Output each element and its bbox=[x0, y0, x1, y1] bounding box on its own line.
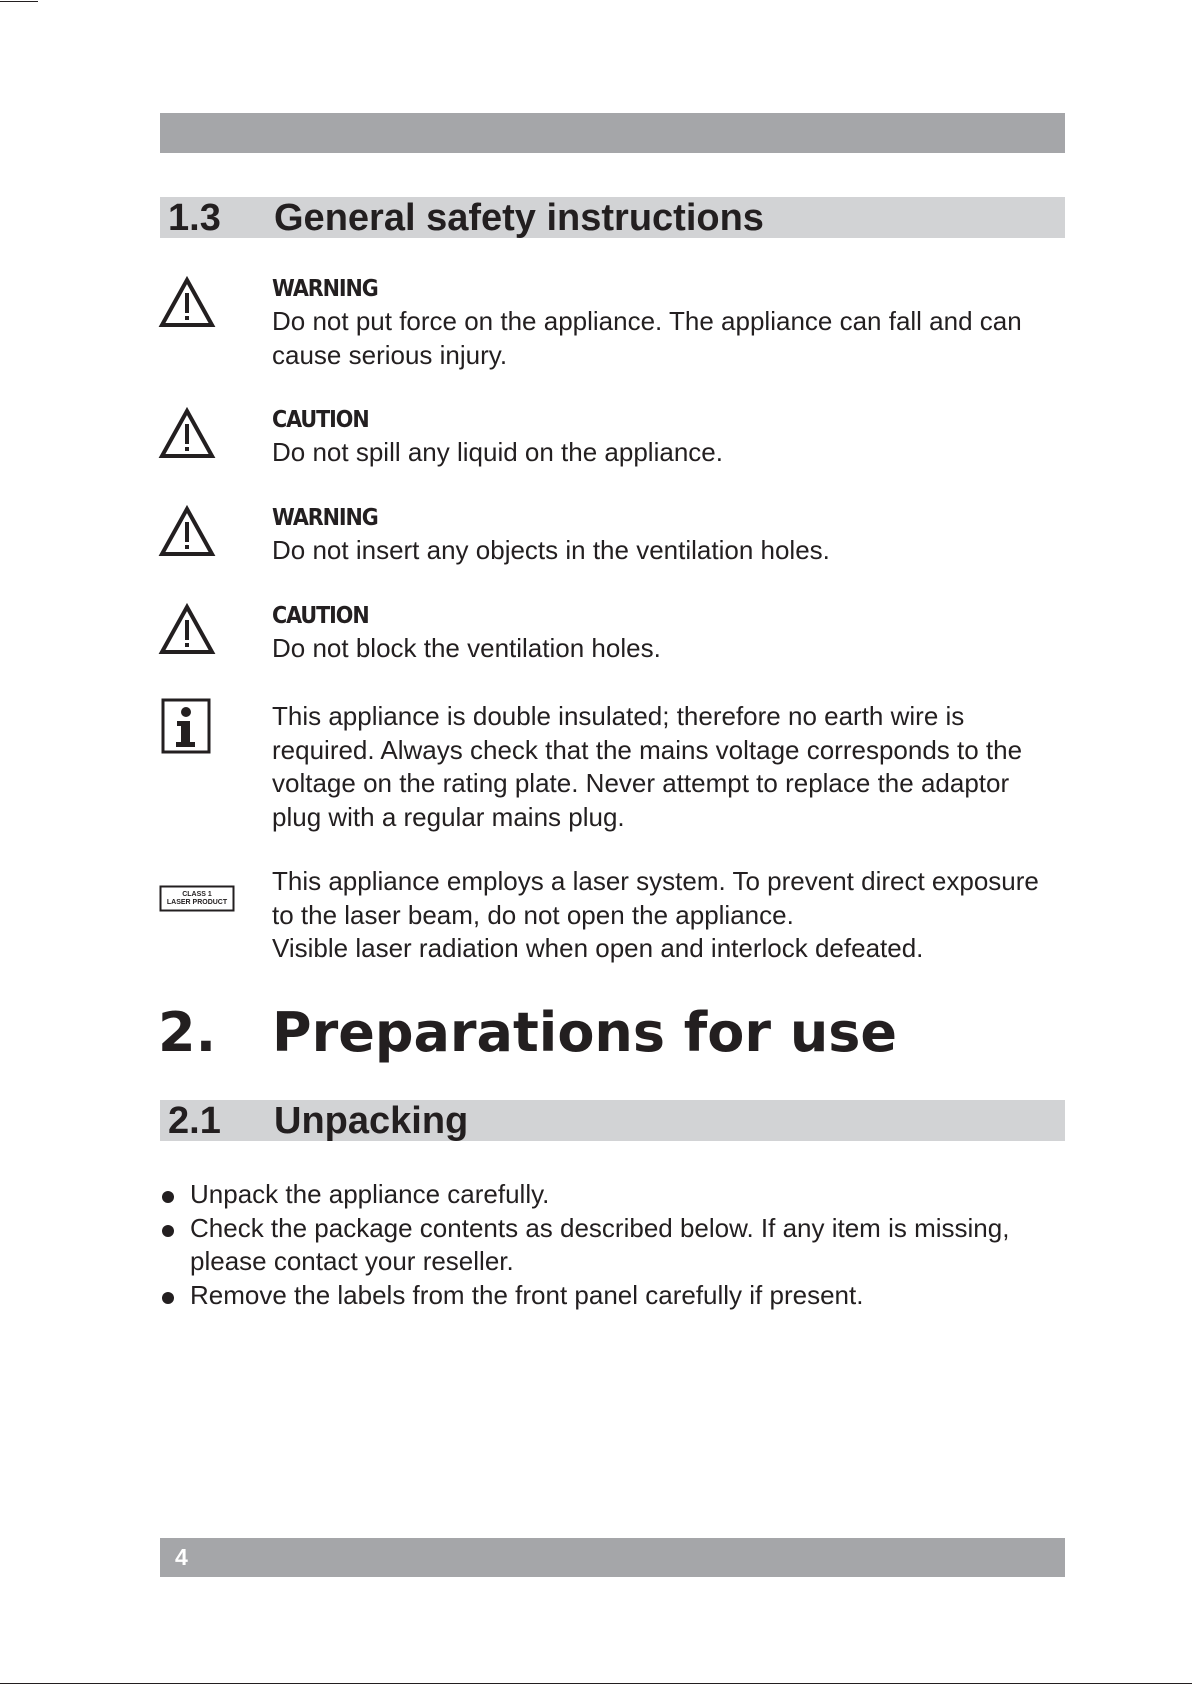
notice-text-line: Visible laser radiation when open and interlock defeated. bbox=[272, 933, 924, 963]
notice-caution bbox=[272, 601, 1072, 666]
notice-text-line: This appliance is double insulated; therefore no earth wire is bbox=[272, 701, 965, 731]
list-item-line: Unpack the appliance carefully. bbox=[190, 1179, 550, 1209]
notice-warning bbox=[272, 274, 1072, 372]
section-heading-1-3 bbox=[160, 197, 1065, 238]
notice-label: WARNING bbox=[272, 505, 378, 531]
section-title: Unpacking bbox=[274, 1100, 469, 1142]
crop-mark bbox=[0, 1683, 1192, 1684]
notice-text-line: Do not put force on the appliance. The appliance can fall and can bbox=[272, 306, 1022, 336]
list-item-line: Remove the labels from the front panel carefully if present. bbox=[190, 1279, 864, 1310]
header-bar bbox=[160, 113, 1065, 153]
notice-info bbox=[272, 700, 1072, 834]
warning-triangle-icon bbox=[158, 276, 216, 329]
crop-mark bbox=[0, 1, 38, 2]
notice-text-line: plug with a regular mains plug. bbox=[272, 801, 625, 832]
info-icon bbox=[161, 698, 211, 754]
laser-label-line: CLASS 1 bbox=[182, 891, 212, 898]
notice-text-line: cause serious injury. bbox=[272, 339, 508, 370]
notice-laser bbox=[272, 865, 1072, 966]
notice-text-line: required. Always check that the mains voltage corresponds to the bbox=[272, 734, 1023, 765]
chapter-number: 2. bbox=[158, 1001, 217, 1064]
bullet-icon bbox=[162, 1225, 174, 1237]
list-item bbox=[160, 1212, 1060, 1279]
notice-text-line: voltage on the rating plate. Never attempt to replace the adaptor bbox=[272, 768, 1010, 798]
notice-label: WARNING bbox=[272, 276, 378, 302]
list-item-line: please contact your reseller. bbox=[190, 1246, 514, 1276]
list-item-line: Check the package contents as described below. If any item is missing, bbox=[190, 1212, 1010, 1243]
page-number: 4 bbox=[175, 1544, 188, 1570]
notice-label: CAUTION bbox=[272, 603, 369, 629]
section-number: 1.3 bbox=[168, 197, 221, 239]
notice-warning bbox=[272, 503, 1072, 568]
chapter-title: Preparations for use bbox=[272, 1001, 898, 1064]
bullet-icon bbox=[162, 1292, 174, 1304]
section-heading-2-1 bbox=[160, 1100, 1065, 1141]
notice-text-line: to the laser beam, do not open the appliance. bbox=[272, 899, 794, 930]
bullet-list bbox=[160, 1178, 1060, 1312]
notice-text-line: This appliance employs a laser system. To prevent direct exposure bbox=[272, 866, 1039, 896]
section-number: 2.1 bbox=[168, 1100, 221, 1142]
list-item bbox=[160, 1279, 1060, 1313]
warning-triangle-icon bbox=[158, 603, 216, 656]
list-item bbox=[160, 1178, 1060, 1212]
notice-text-line: Do not insert any objects in the ventilation holes. bbox=[272, 535, 830, 565]
notice-text-line: Do not block the ventilation holes. bbox=[272, 633, 661, 663]
warning-triangle-icon bbox=[158, 505, 216, 558]
laser-label-line: LASER PRODUCT bbox=[166, 899, 228, 906]
section-title: General safety instructions bbox=[274, 197, 764, 239]
notice-label: CAUTION bbox=[272, 407, 369, 433]
footer-bar bbox=[160, 1538, 1065, 1577]
laser-class-label-icon bbox=[159, 885, 235, 912]
notice-caution bbox=[272, 405, 1072, 470]
notice-text-line: Do not spill any liquid on the appliance. bbox=[272, 437, 723, 467]
warning-triangle-icon bbox=[158, 407, 216, 460]
bullet-icon bbox=[162, 1191, 174, 1203]
